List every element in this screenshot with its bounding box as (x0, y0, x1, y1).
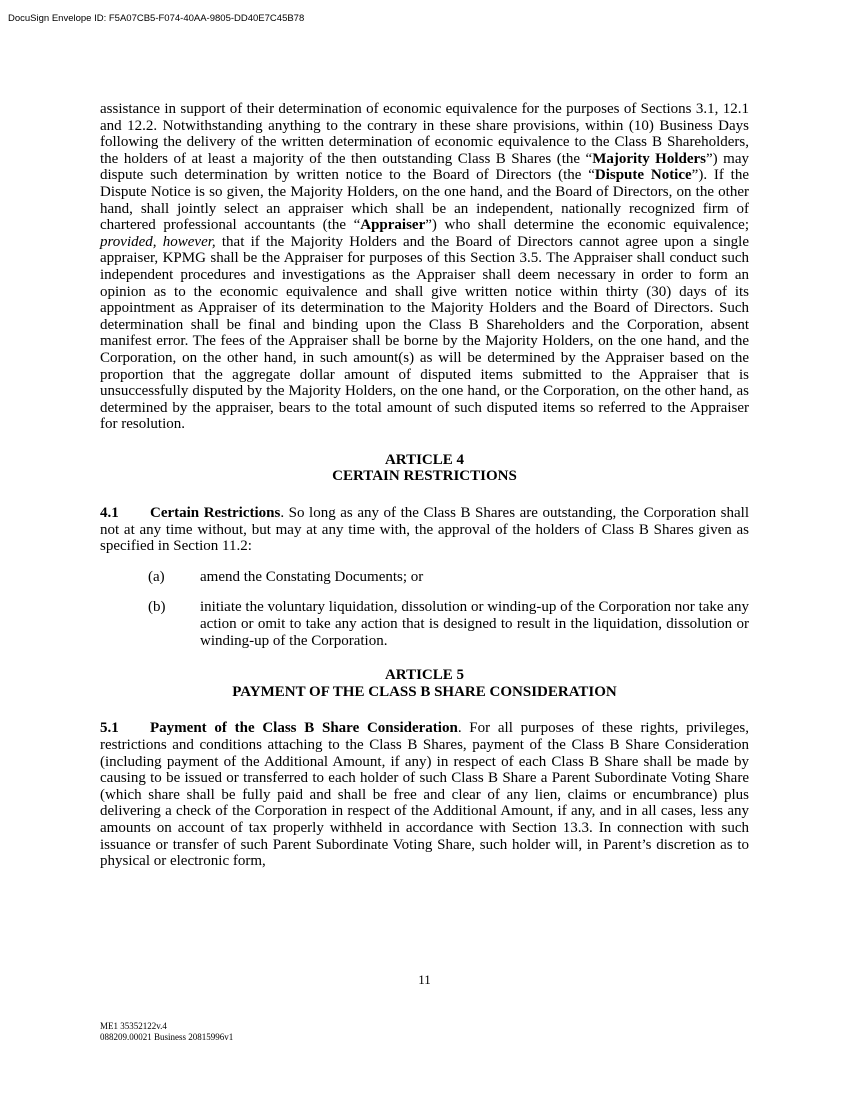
article-5-title: PAYMENT OF THE CLASS B SHARE CONSIDERATION (232, 683, 617, 700)
section-5-1: 5.1 Payment of the Class B Share Consideration. For all purposes of these rights, privileges, restrictions and conditions attaching to the Class B Shares, payment of the Class B Share Consideration (including payment of the Additional Amount, if any) in respect of each Class B Share shall be made by causing to be issued or transferred to each holder of such Class B Share a Parent Subordinate Voting Share (which share shall be fully paid and shall be free and clear of any lien, claims or encumbrance) plus delivering a check of the Corporation in respect of the Additional Amount, if any, and in all cases, less any amounts on account of tax properly withheld in accordance with Section 13.3. In connection with such issuance or transfer of such Parent Subordinate Voting Share, such holder will, in Parent’s discretion as to physical or electronic form, (100, 720, 749, 870)
list-item-b (100, 599, 749, 649)
list-item-text: amend the Constating Documents; or (200, 568, 424, 585)
article-5-heading (100, 667, 749, 700)
list-item-a (100, 569, 749, 586)
footer-line-1: ME1 35352122v.4 (100, 1021, 167, 1031)
list-item-label: (b) (148, 599, 166, 616)
article-4-title: CERTAIN RESTRICTIONS (332, 468, 517, 485)
document-body (100, 101, 749, 870)
document-footer (100, 1021, 233, 1043)
intro-paragraph: assistance in support of their determination of economic equivalence for the purposes of Sections 3.1, 12.1 and 12.2. Notwithstanding anything to the contrary in these share provisions, within (10) Business Days following the delivery of the written determination of economic equivalence to the Class B Shareholders, the holders of at least a majority of the then outstanding Class B Shares (the “Majority Holders”) may dispute such determination by written notice to the Board of Directors (the “Dispute Notice”). If the Dispute Notice is so given, the Majority Holders, on the one hand, and the Board of Directors, on the other hand, shall jointly select an appraiser which shall be an independent, nationally recognized firm of chartered professional accountants (the “Appraiser”) who shall determine the economic equivalence; provided, however, that if the Majority Holders and the Board of Directors cannot agree upon a single appraiser, KPMG shall be the Appraiser for purposes of this Section 3.5. The Appraiser shall conduct such independent procedures and investigations as the Appraiser shall deem necessary in order to form an opinion as to the economic equivalence and shall give written notice within thirty (30) days of its appointment as Appraiser of its determination to the Majority Holders and the Board of Directors. Such determination shall be final and binding upon the Class B Shareholders and the Corporation, absent manifest error. The fees of the Appraiser shall be borne by the Majority Holders, on the one hand, and the Corporation, on the other hand, in such amount(s) as will be determined by the Appraiser based on the proportion that the aggregate dollar amount of disputed items submitted to the Appraiser that is unsuccessfully disputed by the Majority Holders, on the one hand, or the Corporation, on the other hand, as determined by the appraiser, bears to the total amount of such disputed items so referred to the Appraiser for resolution. (100, 101, 750, 433)
list-item-label: (a) (148, 568, 165, 585)
docusign-envelope-id: DocuSign Envelope ID: F5A07CB5-F074-40AA-9805-DD40E7C45B78 (8, 13, 305, 24)
article-5-number: ARTICLE 5 (384, 667, 465, 684)
page-number: 11 (418, 972, 431, 987)
article-4-heading (100, 452, 749, 485)
article-4-number: ARTICLE 4 (384, 451, 465, 468)
footer-line-2: 088209.00021 Business 20815996v1 (100, 1032, 234, 1042)
list-item-text: initiate the voluntary liquidation, dissolution or winding-up of the Corporation nor take any action or omit to take any action that is designed to result in the liquidation, dissolution or winding-up of the Corporation. (200, 599, 749, 649)
section-4-1: 4.1 Certain Restrictions. So long as any of the Class B Shares are outstanding, the Corporation shall not at any time without, but may at any time with, the approval of the holders of Class B Shares given as specified in Section 11.2: (100, 505, 749, 555)
